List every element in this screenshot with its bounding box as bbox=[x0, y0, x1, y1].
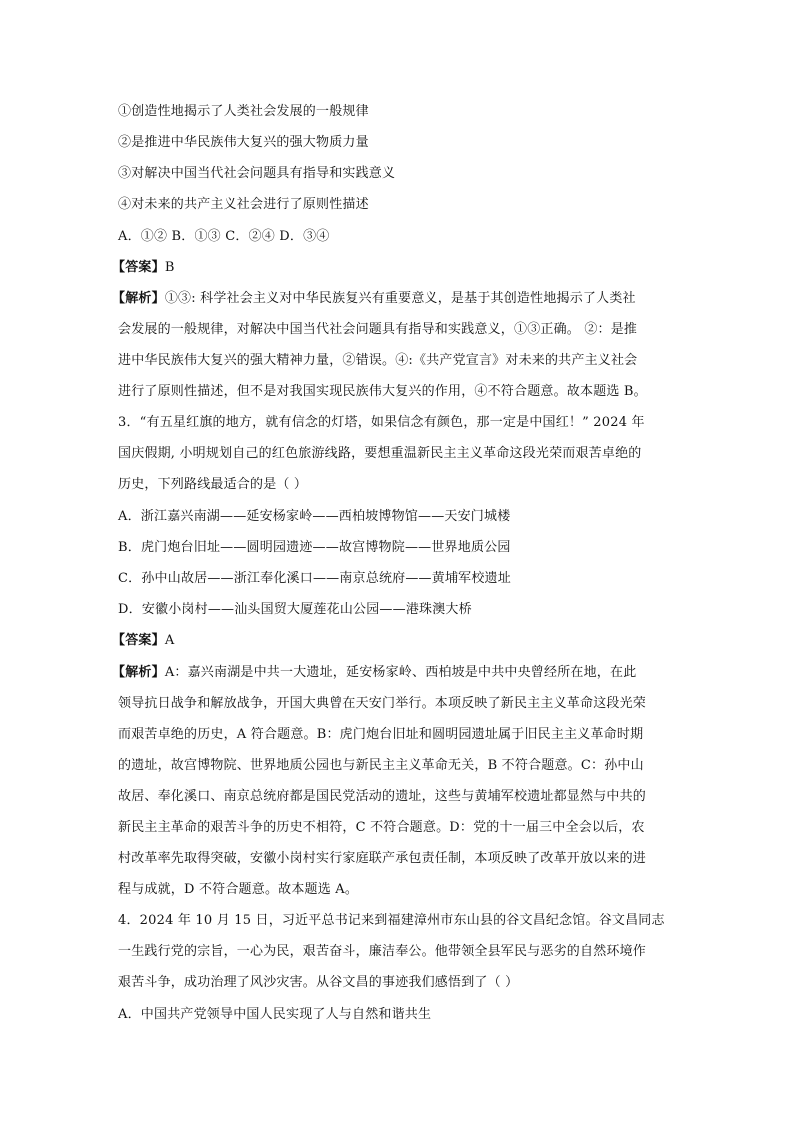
q2-analysis-line: 进行了原则性描述，但不是对我国实现民族伟大复兴的作用，④不符合题意。故本题选 B。 bbox=[118, 384, 647, 399]
q4-stem-line: 艰苦斗争，成功治理了风沙灾害。从谷文昌的事迹我们感悟到了（ ） bbox=[118, 975, 519, 990]
q3-analysis-line: 的遗址，故宫博物院、世界地质公园也与新民主主义革命无关，B 不符合题意。C：孙中山 bbox=[118, 758, 644, 773]
analysis-text: ①③: 科学社会主义对中华民族复兴有重要意义，是基于其创造性地揭示了人类社 bbox=[164, 291, 636, 306]
q4-stem-line: 一生践行党的宗旨，一心为民，艰苦奋斗，廉洁奉公。他带领全县军民与恶劣的自然环境作 bbox=[118, 944, 647, 959]
analysis-tag: 【解析】 bbox=[112, 665, 165, 680]
q2-analysis-line: 进中华民族伟大复兴的强大精神力量，②错误。④:《共产党宣言》对未来的共产主义社会 bbox=[118, 353, 638, 368]
q3-analysis-line: 领导抗日战争和解放战争，开国大典曾在天安门举行。本项反映了新民主主义革命这段光荣 bbox=[118, 696, 647, 711]
q3-option-d: D．安徽小岗村——汕头国贸大厦莲花山公园——港珠澳大桥 bbox=[118, 602, 472, 617]
q3-option-a: A．浙江嘉兴南湖——延安杨家岭——西柏坡博物馆——天安门城楼 bbox=[118, 509, 511, 524]
q3-analysis-line: 新民主主革命的艰苦斗争的历史不相符，C 不符合题意。D：党的十一届三中全会以后，农 bbox=[118, 820, 645, 835]
q3-stem-line: 国庆假期, 小明规划自己的红色旅游线路，要想重温新民主主义革命这段光荣而艰苦卓绝的 bbox=[118, 446, 642, 461]
q3-option-c: C．孙中山故居——浙江奉化溪口——南京总统府——黄埔军校遗址 bbox=[118, 571, 511, 586]
analysis-text: A：嘉兴南湖是中共一大遗址，延安杨家岭、西柏坡是中共中央曾经所在地，在此 bbox=[164, 665, 637, 680]
q3-stem-line: 3．“有五星红旗的地方，就有信念的灯塔，如果信念有颜色，那一定是中国红！” 2024 年 bbox=[118, 415, 645, 430]
q2-option-2: ②是推进中华民族伟大复兴的强大物质力量 bbox=[118, 135, 369, 150]
q3-stem-line: 历史，下列路线最适合的是（ ） bbox=[118, 477, 308, 492]
q4-stem-line: 4．2024 年 10 月 15 日，习近平总书记来到福建漳州市东山县的谷文昌纪念馆。谷文昌同志 bbox=[118, 913, 665, 928]
analysis-tag: 【解析】 bbox=[112, 291, 165, 306]
answer-tag: 【答案】 bbox=[112, 633, 165, 648]
q3-option-b: B．虎门炮台旧址——圆明园遗迹——故宫博物院——世界地质公园 bbox=[118, 540, 511, 555]
q2-option-4: ④对未来的共产主义社会进行了原则性描述 bbox=[118, 197, 369, 212]
q2-choices: A．①② B．①③ C．②④ D．③④ bbox=[118, 229, 330, 244]
q2-analysis-line: 会发展的一般规律，对解决中国当代社会问题具有指导和实践意义，①③正确。 ②：是推 bbox=[118, 322, 638, 337]
q3-analysis-line: 村改革率先取得突破，安徽小岗村实行家庭联产承包责任制，本项反映了改革开放以来的进 bbox=[118, 851, 647, 866]
answer-value: B bbox=[164, 260, 175, 275]
q2-answer bbox=[112, 260, 672, 276]
q2-option-3: ③对解决中国当代社会问题具有指导和实践意义 bbox=[118, 166, 396, 181]
q2-analysis-line bbox=[112, 291, 672, 307]
q3-analysis-line: 程与成就，D 不符合题意。故本题选 A。 bbox=[118, 882, 359, 897]
q3-analysis-line: 故居、奉化溪口、南京总统府都是国民党活动的遗址，这些与黄埔军校遗址都显然与中共的 bbox=[118, 789, 647, 804]
q2-option-1: ①创造性地揭示了人类社会发展的一般规律 bbox=[118, 104, 369, 119]
q3-answer bbox=[112, 633, 672, 649]
answer-value: A bbox=[164, 633, 175, 648]
q3-analysis-line: 而艰苦卓绝的历史，A 符合题意。B：虎门炮台旧址和圆明园遗址属于旧民主主义革命时期 bbox=[118, 727, 644, 742]
answer-tag: 【答案】 bbox=[112, 260, 165, 275]
q3-analysis-line bbox=[112, 665, 672, 681]
q4-option-a: A．中国共产党领导中国人民实现了人与自然和谐共生 bbox=[118, 1007, 432, 1022]
